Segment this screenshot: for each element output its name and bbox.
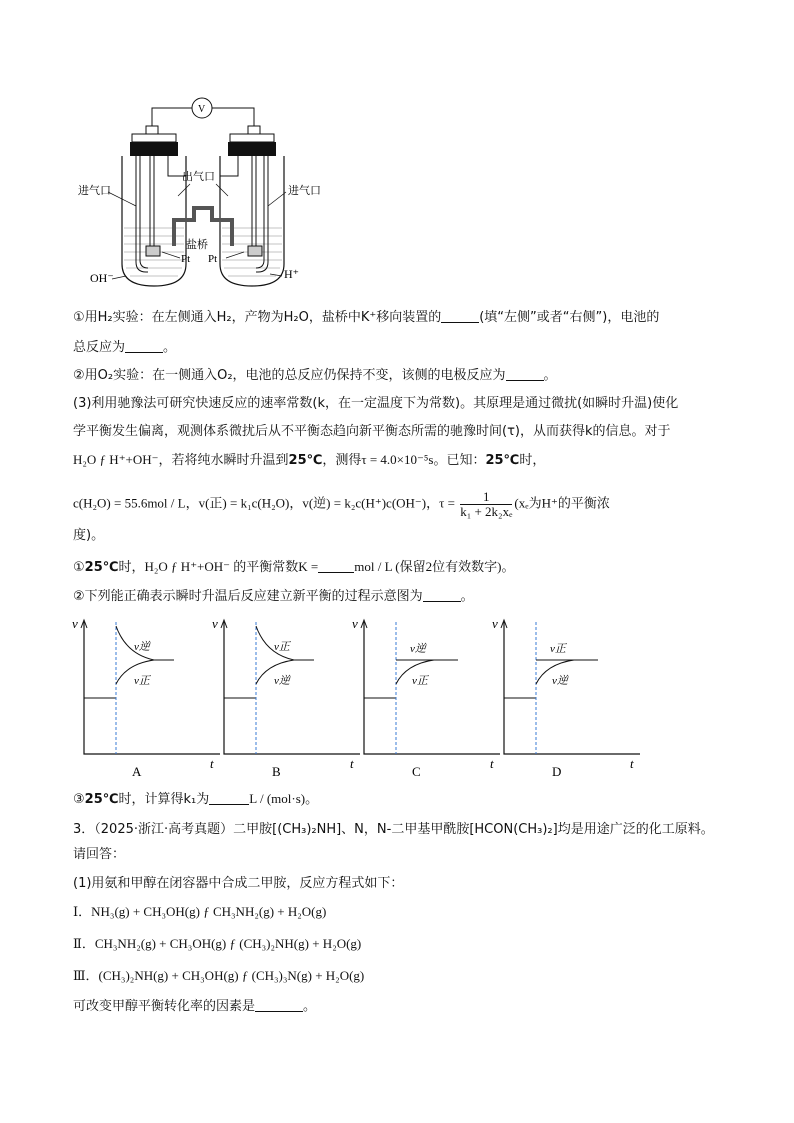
q1-line2: 总反应为 。 (73, 340, 177, 355)
upper-curve-label: v逆 (134, 641, 150, 653)
s3-line4: 可改变甲醇平衡转化率的因素是 。 (73, 999, 317, 1014)
q2-line: ②用O₂实验：在一侧通入O₂，电池的总反应仍保持不变，该侧的电极反应为 。 (73, 368, 557, 383)
y-axis-label: v (352, 616, 358, 631)
pt-left-label: Pt (181, 253, 191, 265)
p3-line2: 学平衡发生偏离，观测体系微扰后从不平衡态趋向新平衡态所需的驰豫时间(τ)，从而获得k的信息。对于 (73, 424, 671, 439)
lower-curve-label: v逆 (552, 675, 568, 687)
x-axis-label: t (210, 756, 214, 771)
s3-line2: 请回答： (73, 847, 126, 862)
answer-blank[interactable] (423, 587, 461, 602)
p3-line3: H₂O ƒ H⁺+OH⁻，若将纯水瞬时升温到25℃，测得τ = 4.0×10⁻⁵s。已知：25℃时， (73, 452, 546, 468)
q4-line: ②下列能正确表示瞬时升温后反应建立新平衡的过程示意图为 。 (73, 589, 474, 604)
graph-option-label: B (272, 764, 281, 779)
upper-curve-label: v正 (274, 641, 290, 653)
lower-curve-label: v逆 (274, 675, 290, 687)
graph-A (70, 612, 220, 784)
reaction-1: Ⅰ．NH₃(g) + CH₃OH(g) ƒ CH₃NH₂(g) + H₂O(g) (73, 904, 327, 919)
answer-blank[interactable] (441, 308, 479, 323)
salt-bridge-label: 盐桥 (186, 238, 208, 251)
axis (84, 622, 220, 754)
reaction-3: Ⅲ．(CH₃)₂NH(g) + CH₃OH(g) ƒ (CH₃)₃N(g) + H₂O(g) (73, 968, 365, 983)
s3-line3: (1)用氨和甲醇在闭容器中合成二甲胺，反应方程式如下： (73, 876, 404, 891)
q1-line1: ①用H₂实验：在左侧通入H₂，产物为H₂O，盐桥中K⁺移向装置的 (填“左侧”或者“右侧”)，电池的 (73, 310, 660, 325)
p3-line5: 度)。 (73, 528, 105, 543)
graph-D (490, 612, 640, 784)
oh-ion-label: OH⁻ (90, 271, 114, 285)
answer-blank[interactable] (255, 997, 303, 1012)
p3-line1: (3)利用驰豫法可研究快速反应的速率常数(k，在一定温度下为常数)。其原理是通过微扰(如瞬时升温)使化 (73, 396, 679, 411)
lower-curve-label: v正 (412, 675, 428, 687)
graph-C (350, 612, 500, 784)
upper-curve-label: v正 (550, 643, 566, 655)
outlet-label: 出气口 (182, 170, 215, 183)
x-axis-label: t (630, 756, 634, 771)
answer-blank[interactable] (125, 338, 163, 353)
graph-option-label: D (552, 764, 562, 779)
answer-blank[interactable] (209, 790, 249, 805)
x-axis-label: t (350, 756, 354, 771)
axis (504, 622, 640, 754)
inlet-right-label: 进气口 (288, 184, 321, 197)
lower-curve-label: v正 (134, 675, 150, 687)
electrochemical-cell-diagram (78, 96, 338, 291)
h-ion-label: H⁺ (284, 267, 299, 281)
y-axis-label: v (72, 616, 78, 631)
x-axis-label: t (490, 756, 494, 771)
voltmeter-label: V (198, 104, 206, 115)
graph-option-label: A (132, 764, 142, 779)
q5-line: ③25℃时，计算得k₁为 L / (mol·s)。 (73, 791, 319, 807)
rate-graphs (70, 612, 730, 784)
upper-curve-label: v逆 (410, 643, 426, 655)
axis (364, 622, 500, 754)
y-axis-label: v (212, 616, 218, 631)
pt-right-label: Pt (208, 253, 218, 265)
answer-blank[interactable] (318, 558, 354, 573)
inlet-left-label: 进气口 (78, 184, 111, 197)
q3-line: ①25℃时，H₂O ƒ H⁺+OH⁻ 的平衡常数K = mol / L (保留2位有效数字)。 (73, 559, 515, 575)
y-axis-label: v (492, 616, 498, 631)
s3-line1: 3．（2025·浙江·高考真题）二甲胺[(CH₃)₂NH]、N，N-二甲基甲酰胺[HCON(CH₃)₂]均是用途广泛的化工原料。 (73, 822, 714, 837)
p3-line4: c(H₂O) = 55.6mol / L，v(正) = k₁c(H₂O)，v(逆) = k₂c(H⁺)c(OH⁻)，τ = $\frac{1}{\text{k₁ + 2k₂xₑ}}$ (xₑ为H⁺的平衡浓 (73, 489, 610, 519)
axis (224, 622, 360, 754)
reaction-2: Ⅱ．CH₃NH₂(g) + CH₃OH(g) ƒ (CH₃)₂NH(g) + H₂O(g) (73, 936, 362, 951)
graph-B (210, 612, 360, 784)
graph-option-label: C (412, 764, 421, 779)
answer-blank[interactable] (506, 366, 544, 381)
